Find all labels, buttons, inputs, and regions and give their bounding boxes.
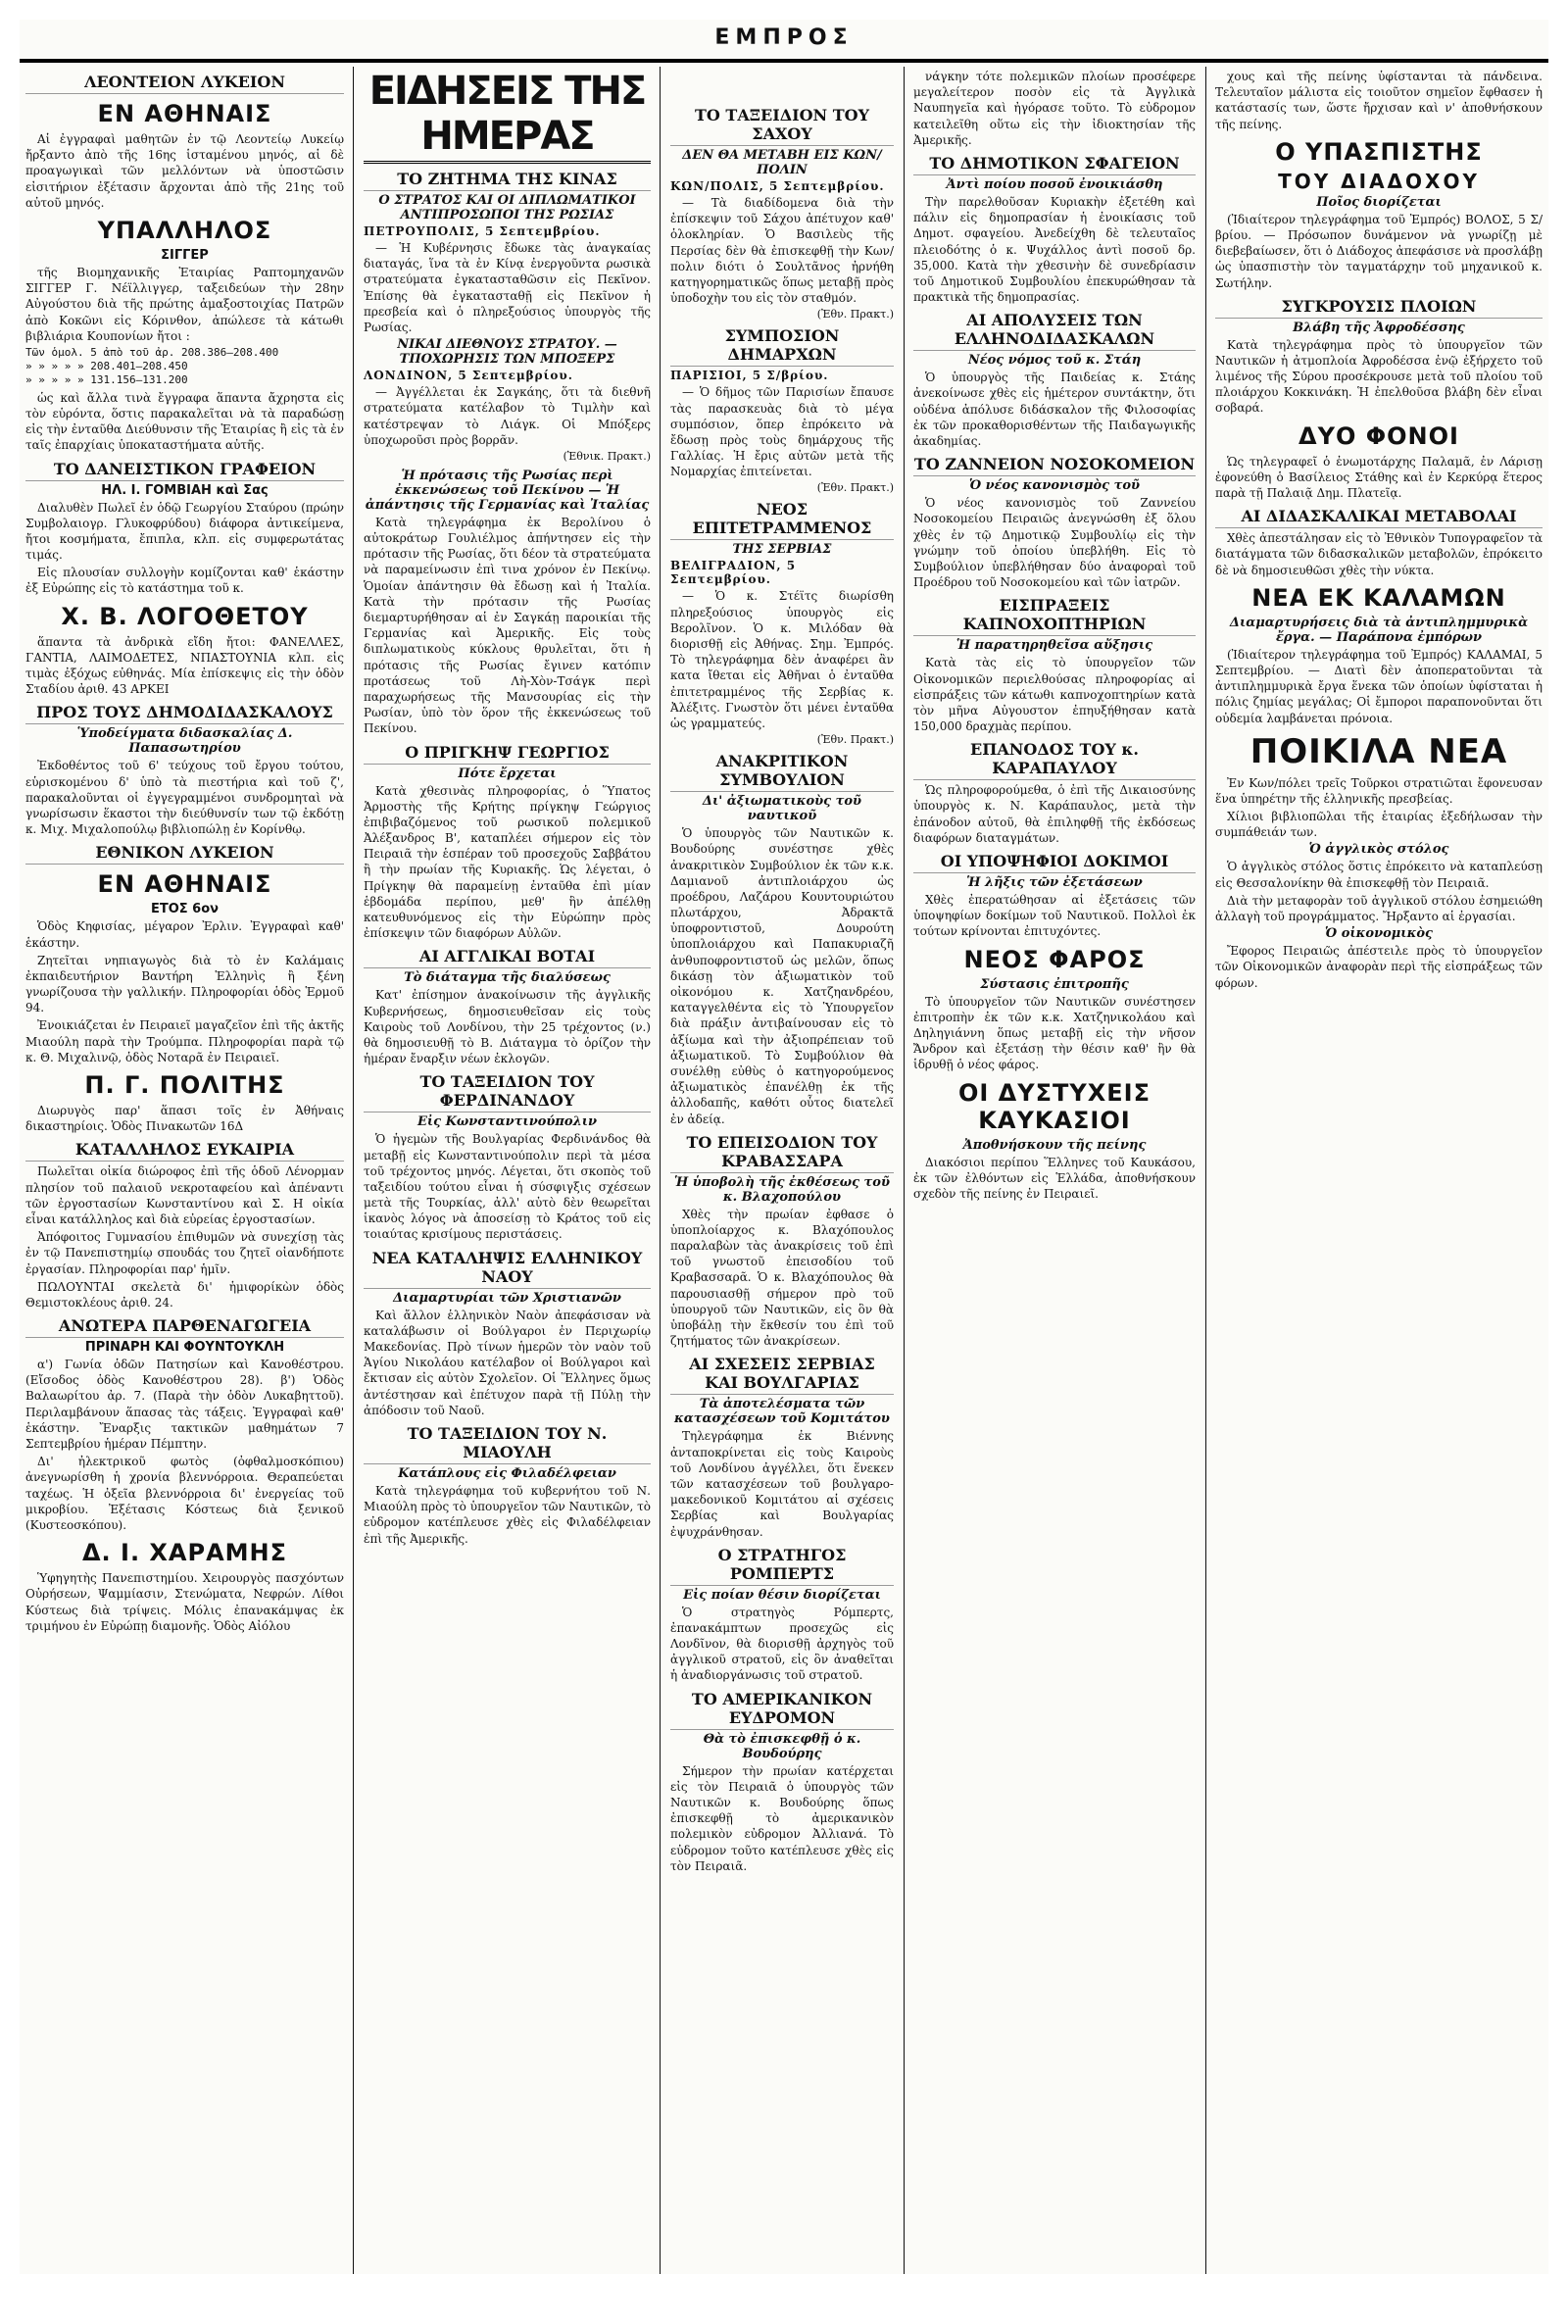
subheading: Διαμαρτυρίαι τῶν Χριστιανῶν	[393, 1290, 621, 1306]
heading: ΤΟ ΔΑΝΕΙΣΤΙΚΟΝ ΓΡΑΦΕΙΟΝ	[25, 460, 344, 481]
subheading: Εἰς Κωνσταντινούπολιν	[416, 1114, 598, 1130]
heading: ΣΥΜΠΟΣΙΟΝ ΔΗΜΑΡΧΩΝ	[670, 326, 894, 367]
heading: Ο ΠΡΙΓΚΗΨ ΓΕΩΡΓΙΟΣ	[364, 743, 651, 765]
paragraph: Ὁ νέος κανονισμὸς τοῦ Ζαννείου Νοσοκομείου Πειραιῶς ἀνεγνώσθη ἐξ ὅλου χθὲς ἐν τῷ Δημοτικῷ Συμβουλίῳ εἰς τὴν γνώμην τοῦ ὁποίου ὑπεβλήθη. Εἰς τὸ Συμβούλιον ὑπεβλήθησαν δύο ἀναφοραὶ τοῦ Προέδρου τοῦ Νοσοκομείου καὶ τῶν ἰατρῶν.	[913, 496, 1196, 590]
subheading: Ἡ λῆξις τῶν ἐξετάσεων	[966, 875, 1143, 890]
source-note: (Ἐθν. Πρακτ.)	[816, 481, 894, 495]
paragraph: — Ἡ Κυβέρνησις ἔδωκε τὰς ἀναγκαίας διαταγάς, ἵνα τὰ ἐν Κίνᾳ ἐνεργοῦντα ρωσικὰ στρατεύματα ἐγκατασταθῶσιν εἰς Πεκῖνον. Ἐπίσης θὰ ἐγκατασταθῇ εἰς Πεκῖνον ἡ πρεσβεία καὶ ὁ πληρεξούσιος ὑπουργὸς τῆς Ρωσίας.	[364, 241, 651, 334]
heading: ΑΝΩΤΕΡΑ ΠΑΡΘΕΝΑΓΩΓΕΙΑ	[25, 1316, 344, 1338]
paragraph: Χθὲς ἀπεστάλησαν εἰς τὸ Ἐθνικὸν Τυπογραφεῖον τὰ διατάγματα τῶν διδασκαλικῶν μεταβολῶν, ἐπρόκειτο δὲ νὰ δημοσιευθῶσι χθὲς τὴν νύκτα.	[1215, 531, 1543, 577]
heading: ΤΟ ΔΗΜΟΤΙΚΟΝ ΣΦΑΓΕΙΟΝ	[913, 154, 1196, 175]
paragraph: Σήμερον τὴν πρωίαν κατέρχεται εἰς τὸν Πειραιᾶ ὁ ὑπουργὸς τῶν Ναυτικῶν κ. Βουδούρης ὅπως ἐπισκεφθῇ τὸ ἀμερικανικὸν πολεμικὸν εὐδρομον Ἀλλιανά. Τὸ εὐδρομον τοῦτο κατέπλευσε χθὲς εἰς τὸν Πειραιᾶ.	[670, 1763, 894, 1873]
heading: Ο ΥΠΑΣΠΙΣΤΗΣ	[1275, 137, 1483, 166]
subheading: ΗΛ. Ι. ΓΟΜΒΙΑΗ καὶ Σας	[101, 482, 269, 498]
paragraph: χους καὶ τῆς πείνης ὑφίστανται τὰ πάνδεινα. Τελευταῖον μάλιστα εἰς τοιοῦτον σημεῖον ἔφθασεν ἡ κατάστασίς των, ὥστε ἤρχισαν καὶ ν' ἀποθνήσκουν τῆς πείνης.	[1215, 70, 1543, 131]
subheading: ΔΕΝ ΘΑ ΜΕΤΑΒΗ ΕΙΣ ΚΩΝ/ΠΟΛΙΝ	[682, 148, 882, 177]
column-rule	[904, 67, 905, 2274]
paragraph: ἅπαντα τὰ ἀνδρικὰ εἴδη ἤτοι: ΦΑΝΕΛΛΕΣ, ΓΑΝΤΙΑ, ΛΑΙΜΟΔΕΤΕΣ, ΝΠΑΣΤΟΥΝΙΑ κλπ. εἰς τιμὰς ἐξόχως εὐθηνάς. Μία ἐπίσκεψις εἰς τὴν ὁδὸν Σταδίου ἀριθ. 43 ΑΡΚΕΙ	[25, 634, 344, 697]
heading: ΣΥΓΚΡΟΥΣΙΣ ΠΛΟΙΩΝ	[1215, 297, 1543, 319]
heading: ΠΟΙΚΙΛΑ ΝΕΑ	[1250, 731, 1508, 771]
paragraph: — Ὁ κ. Στέϊτς διωρίσθη πληρεξούσιος ὑπουργὸς εἰς Βερολῖνον. Ὁ κ. Μιλόδαν θὰ διορισθῇ εἰς Ἀθήνας. Σημ. Ἐμπρός. Τὸ τηλεγράφημα δὲν ἀναφέρει ἂν κατα ἴθεται εἰς Ἀθῆναι ὁ ἐνταῦθα ἐπιτετραμμένος τῆς Σερβίας κ. Ἀλέξιτς. Γνωστὸν ὅτι μένει ἐνταῦθα ὡς γραμματεύς.	[670, 589, 894, 730]
paragraph: Ὁ ἡγεμὼν τῆς Βουλγαρίας Φερδινάνδος θὰ μεταβῇ εἰς Κωνσταντινούπολιν περὶ τὰ μέσα τοῦ τρέχοντος μηνός. Λέγεται, ὅτι σκοπὸς τοῦ ταξειδίου τούτου εἶναι ἡ σύσφιγξις σχέσεων μετὰ τῆς Τουρκίας, ἀλλ' αὐτὸ δὲν θεωρεῖται ἱκανὸς λόγος νὰ ἀποσείσῃ τὸ Κράτος τοῦ εἰς τοιαύτας κρισίμους περιστάσεις.	[364, 1132, 651, 1242]
heading: ΕΙΣΠΡΑΞΕΙΣ ΚΑΠΝΟΧΟΠΤΗΡΙΩΝ	[913, 596, 1196, 636]
paragraph: Διακόσιοι περίπου Ἕλληνες τοῦ Καυκάσου, ἐκ τῶν ἐλθόντων εἰς Ἑλλάδα, ἀποθνήσκουν σχεδὸν τῆς πείνης ἐν Πειραιεῖ.	[913, 1155, 1196, 1201]
column-rule	[1205, 67, 1206, 2274]
paragraph: νάγκην τότε πολεμικῶν πλοίων προσέφερε μεγαλείτερον ποσὸν εἰς τὰ Ἀγγλικὰ Ναυπηγεῖα καὶ ἠγόρασε τοῦτο. Τὸ εὐδρομον κατειλεῖθη οὕτω εἰς τὴν ἰδιοκτησίαν τῆς Ἀμερικῆς.	[913, 70, 1196, 147]
masthead-title: ΕΜΠΡΟΣ	[714, 25, 854, 50]
column-5	[1209, 67, 1548, 2274]
heading: ΝΕΑ ΕΚ ΚΑΛΑΜΩΝ	[1251, 583, 1506, 612]
paragraph: Ὁ στρατηγὸς Ρόμπερτς, ἐπανακάμπτων προσεχῶς εἰς Λονδῖνον, θὰ διορισθῇ ἀρχηγὸς τοῦ ἀγγλικοῦ στρατοῦ, εἰς ὃν ἀναθεῖται ἡ ἀναδιοργάνωσις τοῦ στρατοῦ.	[670, 1605, 894, 1683]
heading: ΝΕΟΣ ΦΑΡΟΣ	[963, 945, 1146, 973]
paragraph: Ὁ ἀγγλικὸς στόλος ὅστις ἐπρόκειτο νὰ καταπλεύσῃ εἰς Θεσσαλονίκην θὰ ἐπισκεφθῇ τὸν Πειραιᾶ.	[1215, 860, 1543, 890]
heading: ΥΠΑΛΛΗΛΟΣ	[97, 216, 272, 244]
subheading: Ἀντὶ ποίου ποσοῦ ἐνοικιάσθη	[946, 176, 1163, 192]
subheading: Ο ΣΤΡΑΤΟΣ ΚΑΙ ΟΙ ΔΙΠΛΩΜΑΤΙΚΟΙ ΑΝΤΙΠΡΟΣΩΠΟΙ ΤΗΣ ΡΩΣΙΑΣ	[378, 193, 636, 223]
dateline: ΛΟΝΔΙΝΟΝ, 5 Σεπτεμβρίου.	[364, 369, 573, 383]
paragraph: Ὡς πληροφορούμεθα, ὁ ἐπὶ τῆς Δικαιοσύνης ὑπουργὸς κ. Ν. Καράπαυλος, μετὰ τὴν ἐπάνοδον αὐτοῦ, θὰ ἐπιληφθῇ τῆς ἐκδόσεως διαφόρων διαταγμάτων.	[913, 783, 1196, 845]
heading: ΕΠΑΝΟΔΟΣ ΤΟΥ κ. ΚΑΡΑΠΑΥΛΟΥ	[913, 740, 1196, 780]
heading: ΤΟ ΕΠΕΙΣΟΔΙΟΝ ΤΟΥ ΚΡΑΒΑΣΣΑΡΑ	[670, 1133, 894, 1173]
column-4	[907, 67, 1201, 2274]
subheading: Σύστασις ἐπιτροπῆς	[980, 976, 1129, 992]
paragraph: Κατ' ἐπίσημον ἀνακοίνωσιν τῆς ἀγγλικῆς Κυβερνήσεως, δημοσιευθεῖσαν εἰς τοὺς Καιροὺς τοῦ Λονδίνου, τὴν 25 τρέχοντος (ν.) θὰ δημοσιευθῇ τὸ Β. Διάταγμα τὸ ὁρίζον τὴν ἡμέραν ἔναρξιν νέων ἐκλογῶν.	[364, 988, 651, 1066]
paragraph: Ἀπόφοιτος Γυμνασίου ἐπιθυμῶν νὰ συνεχίσῃ τὰς ἐν τῷ Πανεπιστημίῳ σπουδάς του ζητεῖ οἰανδήποτε ἐργασίαν. Πληροφορίαι παρ' ἡμῖν.	[25, 1230, 344, 1276]
heading: ΠΡΟΣ ΤΟΥΣ ΔΗΜΟΔΙΔΑΣΚΑΛΟΥΣ	[25, 703, 344, 724]
subheading: Ὁ ἀγγλικὸς στόλος	[1308, 842, 1449, 858]
subheading: Τὸ διάταγμα τῆς διαλύσεως	[404, 970, 611, 986]
subheading: Πότε ἔρχεται	[458, 766, 557, 781]
paragraph: Ὡς τηλεγραφεῖ ὁ ἐνωμοτάρχης Παλαμᾶ, ἐν Λάρισῃ ἐφονεύθη ὁ Βασίλειος Στάθης καὶ ἐν Κερκύρᾳ ἕτερος παρὰ τῇ Παλαιᾷ Δημ. Πλατεῖᾳ.	[1215, 454, 1543, 500]
heading: ΑΙ ΔΙΔΑΣΚΑΛΙΚΑΙ ΜΕΤΑΒΟΛΑΙ	[1215, 507, 1543, 528]
heading: ΤΟ ΖΑΝΝΕΙΟΝ ΝΟΣΟΚΟΜΕΙΟΝ	[913, 455, 1196, 476]
paragraph: Κατὰ τηλεγράφημα πρὸς τὸ ὑπουργεῖον τῶν Ναυτικῶν ἡ ἀτμοπλοία Ἀφροδέσσα ἐνῷ ἐξήρχετο τοῦ λιμένος τῆς Σύρου προσέκρουσε μετὰ τοῦ πλοίου τοῦ πλοιάρχου Κοκκινάκη. Ἡ ἐπελθοῦσα βλάβη δὲν εἶναι σοβαρά.	[1215, 337, 1543, 416]
heading: ΝΕΟΣ ΕΠΙΤΕΤΡΑΜΜΕΝΟΣ	[670, 500, 894, 540]
heading: ΤΟ ΤΑΞΕΙΔΙΟΝ ΤΟΥ ΦΕΡΔΙΝΑΝΔΟΥ	[364, 1072, 651, 1113]
paragraph: Διωρυγὸς παρ' ἅπασι τοῖς ἐν Ἀθήναις δικαστηρίοις. Ὁδὸς Πινακωτῶν 16Δ	[25, 1104, 344, 1134]
paragraph: ὡς καὶ ἄλλα τινὰ ἔγγραφα ἅπαντα ἄχρηστα εἰς τὸν εὑρόντα, ὅστις παρακαλεῖται νὰ τὰ παραδώσῃ εἰς τὴν ἐνταῦθα Διεύθυνσιν τῆς Ἑταιρίας ἢ εἰς τὰ ἐν ταῖς ἐπαρχίαις ὑποκαταστήματα αὐτῆς.	[25, 390, 344, 453]
dateline: ΠΕΤΡΟΥΠΟΛΙΣ, 5 Σεπτεμβρίου.	[364, 224, 601, 238]
paragraph: (Ἰδιαίτερον τηλεγράφημα τοῦ Ἐμπρός) ΒΟΛΟΣ, 5 Σ/βρίου. — Πρόσωπον δυνάμενον νὰ γνωρίζῃ μὲ διεβεβαίωσεν, ὅτι ὁ Διάδοχος ἀπεφάσισε νὰ προσλάβῃ ὡς ὑπασπιστὴν τὸν ταγματάρχην τοῦ μηχανικοῦ κ. Σωτήλην.	[1215, 212, 1543, 290]
paragraph: Αἱ ἐγγραφαὶ μαθητῶν ἐν τῷ Λεοντείῳ Λυκείῳ ἤρξαντο ἀπὸ τῆς 16ης ἱσταμένου μηνός, αἱ δὲ προαγωγικαὶ τῶν μελλόντων νὰ ὑποστῶσιν εἰσιτήριον ἐξέτασιν ἄρχονται ἀπὸ τῆς 21ης τοῦ αὐτοῦ μηνός.	[25, 132, 344, 210]
dateline: ΠΑΡΙΣΙΟΙ, 5 Σ/βρίου.	[670, 369, 829, 383]
subheading: ΝΙΚΑΙ ΔΙΕΘΝΟΥΣ ΣΤΡΑΤΟΥ. — ΤΠΟΧΩΡΗΣΙΣ ΤΩΝ ΜΠΟΞΕΡΣ	[397, 337, 617, 368]
subheading: ΠΡΙΝΑΡΗ ΚΑΙ ΦΟΥΝΤΟΥΚΛΗ	[84, 1340, 285, 1356]
paragraph: Ἐν Κων/πόλει τρεῖς Τοῦρκοι στρατιῶται ἔφονευσαν ἕνα ὑπηρέτην τῆς ἑλληνικῆς πρεσβείας.	[1215, 775, 1543, 806]
subheading: ΕΝ ΑΘΗΝΑΙΣ	[97, 100, 272, 127]
subheading: Ἡ ὑποβολὴ τῆς ἐκθέσεως τοῦ κ. Βλαχοπούλου	[674, 1174, 890, 1205]
paragraph: Καὶ ἄλλον ἑλληνικὸν Ναὸν ἀπεφάσισαν νὰ καταλάβωσιν οἱ Βούλγαροι ἐν Περιχωρίῳ Μακεδονίας. Πρὸ τίνων ἡμερῶν τὸν ναὸν τοῦ Ἁγίου Νικολάου κατέλαβον οἱ Βούλγαροι καὶ ἔκτισαν εἰς αὐτὸν Σχολεῖον. Οἱ Ἕλληνες ὅμως ἀντέστησαν καὶ ἐπέτυχον παρὰ τῇ Πύλῃ τὴν ἀπόδοσιν τοῦ Ναοῦ.	[364, 1308, 651, 1417]
paragraph: ΠΩΛΟΥΝΤΑΙ σκελετὰ δι' ἡμιφορίκὼν ὁδὸς Θεμιστοκλέους ἀριθ. 24.	[25, 1279, 344, 1310]
heading: ΤΟ ΤΑΞΕΙΔΙΟΝ ΤΟΥ ΣΑΧΟΥ	[670, 106, 894, 146]
paragraph: Ἐνοικιάζεται ἐν Πειραιεῖ μαγαζεῖον ἐπὶ τῆς ἀκτῆς Μιαούλη παρὰ τὴν Τρούμπα. Πληροφορίαι παρὰ τῷ κ. Θ. Μιχαλινῷ, ὁδὸς Νοταρᾶ ἐν Πειραιεῖ.	[25, 1018, 344, 1064]
coupon-list: Τῶν ὁμολ. 5 ἀπὸ τοῦ ἀρ. 208.386—208.400 » » » » » 208.401—208.450 » » » » » 131.156—131.200	[25, 345, 279, 387]
subheading: Ὑποδείγματα διδασκαλίας Δ. Παπασωτηρίου	[76, 726, 293, 757]
heading: ΝΕΑ ΚΑΤΑΛΗΨΙΣ ΕΛΛΗΝΙΚΟΥ ΝΑΟΥ	[364, 1249, 651, 1289]
paragraph: Χθὲς ἐπερατώθησαν αἱ ἐξετάσεις τῶν ὑποψηφίων δοκίμων τοῦ Ναυτικοῦ. Πολλοὶ ἐκ τούτων κρίνονται ἐπιτυχόντες.	[913, 893, 1196, 939]
dateline: ΚΩΝ/ΠΟΛΙΣ, 5 Σεπτεμβρίου.	[670, 179, 885, 193]
column-rule	[660, 67, 661, 2274]
subheading: Βλάβη τῆς Ἀφροδέσσης	[1293, 320, 1465, 335]
subheading: ΕΝ ΑΘΗΝΑΙΣ	[97, 870, 272, 899]
heading: ΑΝΑΚΡΙΤΙΚΟΝ ΣΥΜΒΟΥΛΙΟΝ	[670, 752, 894, 792]
paragraph: Κατὰ τηλεγράφημα τοῦ κυβερνήτου τοῦ Ν. Μιαούλη πρὸς τὸ ὑπουργεῖον τῶν Ναυτικῶν, τὸ εὐδρομον κατέπλευσε χθὲς εἰς Φιλαδέλφειαν ἐπὶ τῆς Ἀμερικῆς.	[364, 1483, 651, 1546]
paragraph: τῆς Βιομηχανικῆς Ἑταιρίας Ραπτομηχανῶν ΣΙΓΓΕΡ Γ. Νέϊλλιγγερ, ταξειδεύων τὴν 28ην Αὐγούστου διὰ τῆς πρώτης ἀμαξοστοιχίας Πατρῶν ἀπὸ Κοκῶνι εἰς Κόρινθον, ἀπώλεσε τὰ κάτωθι βιβλιάρια Κουπονίων ἤτοι :	[25, 265, 344, 343]
newspaper-page	[20, 20, 1548, 2274]
heading: Χ. Β. ΛΟΓΟΘΕΤΟΥ	[61, 602, 309, 630]
heading: ΤΟ ΑΜΕΡΙΚΑΝΙΚΟΝ ΕΥΔΡΟΜΟΝ	[670, 1690, 894, 1730]
subheading: Ἡ πρότασις τῆς Ρωσίας περὶ ἐκκενώσεως τοῦ Πεκίνου — Ἡ ἀπάντησις τῆς Γερμανίας καὶ Ἰταλίας	[365, 468, 650, 513]
subheading: Δι' ἀξιωματικοὺς τοῦ ναυτικοῦ	[702, 794, 862, 824]
heading: ΤΟΥ ΔΙΑΔΟΧΟΥ	[1278, 169, 1480, 193]
subheading: Τὰ ἀποτελέσματα τῶν κατασχέσεων τοῦ Κομιτάτου	[674, 1397, 890, 1427]
subheading: Νέος νόμος τοῦ κ. Στάη	[967, 353, 1142, 369]
paragraph: Ἔφορος Πειραιῶς ἀπέστειλε πρὸς τὸ ὑπουργεῖον τῶν Οἰκονομικῶν ἀναφορὰν περὶ τῆς εἰσπράξεως τῶν φόρων.	[1215, 944, 1543, 990]
heading: ΑΙ ΑΠΟΛΥΣΕΙΣ ΤΩΝ ΕΛΛΗΝΟΔΙΔΑΣΚΑΛΩΝ	[913, 311, 1196, 351]
paragraph: Ὑφηγητὴς Πανεπιστημίου. Χειρουργὸς πασχόντων Οὐρήσεων, Ψαμμίασιν, Στενώματα, Νεφρών. Λίθοι Κύστεως διὰ τρίψεις. Μόλις ἐπανακάμψας ἐκ τριμήνου ἐν Εὐρώπῃ διαμονῆς. Ὁδὸς Αἰόλου	[25, 1571, 344, 1633]
subheading: Ἀποθνήσκουν τῆς πείνης	[962, 1137, 1147, 1153]
source-note: (Ἐθν. Πρακτ.)	[816, 308, 894, 321]
paragraph: — Ἀγγέλλεται ἐκ Σαγκάης, ὅτι τὰ διεθνῆ στρατεύματα κατέλαβον τὸ Τιμλὴν καὶ κατέστρεψαν τὸ Λιάγκ. Οἱ Μπόξερς ὑποχωροῦσι πρὸς βορρᾶν.	[364, 385, 651, 447]
paragraph: Τὸ ὑπουργεῖον τῶν Ναυτικῶν συνέστησεν ἐπιτροπὴν ἐκ τῶν κ.κ. Χατζηνικολάου καὶ Δηληγιάννη ὅπως μεταβῇ εἰς τὴν νῆσον Ἄνδρον καὶ ἐξετάσῃ τὴν θέσιν καθ' ἣν θὰ ἱδρυθῇ ὁ νέος φάρος.	[913, 994, 1196, 1072]
paragraph: Τὴν παρελθοῦσαν Κυριακὴν ἐξετέθη καὶ πάλιν εἰς δημοπρασίαν ἡ ἐνοικίασις τοῦ Δημοτ. σφαγείου. Ἀνεδείχθη δὲ τελευταῖος πλειοδότης ὁ κ. Ψυχάλλος ἀντὶ ποσοῦ δρ. 35,000. Κατὰ τὴν χθεσινὴν δὲ συνεδρίασιν τοῦ Δημοτικοῦ Συμβουλίου ἐπεκυρώθησαν τὰ πρακτικὰ τῆς δημοπρασίας.	[913, 194, 1196, 305]
paragraph: Εἰς πλουσίαν συλλογὴν κομίζονται καθ' ἑκάστην ἐξ Εὐρώπης εἰς τὸ κατάστημα τοῦ κ.	[25, 566, 344, 596]
source-note: (Ἐθνικ. Πρακτ.)	[563, 449, 651, 463]
heading: Π. Γ. ΠΟΛΙΤΗΣ	[84, 1071, 285, 1100]
paragraph: Κατὰ χθεσινὰς πληροφορίας, ὁ Ὕπατος Ἁρμοστὴς τῆς Κρήτης πρίγκηψ Γεώργιος ἐπιβιβαζόμενος τοῦ ρωσικοῦ πολεμικοῦ Ἀλέξανδρος Β', καταπλέει σήμερον εἰς τὸν Πειραιᾶ τὴν ἑσπέραν τοῦ προσεχοῦς Σαββάτου ἢ τὴν πρωίαν τῆς Κυριακῆς. Ὡς λέγεται, ὁ Πρίγκηψ θὰ παραμείνῃ ἐνταῦθα ἐπὶ μίαν ἑβδομάδα περίπου, μεθ' ἣν ἀπέλθῃ κατευθυνόμενος εἰς τὴν Εὐρώπην πρὸς ἐπίσκεψιν τῶν διαφόρων Αὐλῶν.	[364, 783, 651, 941]
masthead	[20, 20, 1548, 63]
heading: ΤΟ ΤΑΞΕΙΔΙΟΝ ΤΟΥ Ν. ΜΙΑΟΥΛΗ	[364, 1424, 651, 1464]
paragraph: Δι' ἠλεκτρικοῦ φωτὸς (ὀφθαλμοσκόπιου) ἀνεγνωρίσθη ἡ χρονία βλεννόρροια. Θεραπεύεται ταχέως. Ἡ ὀξεῖα βλεννόρροια δι' ἐνεργείας τοῦ μικροβίου. Ἐξέτασις Κόστεως διὰ ξενικοῦ (Κυστεοσκόπου).	[25, 1455, 344, 1532]
paragraph: Ὁ ὑπουργὸς τῶν Ναυτικῶν κ. Βουδούρης συνέστησε χθὲς ἀνακριτικὸν Συμβούλιον ἐκ τῶν κ.κ. Δαμιανοῦ ἀντιπλοιάρχου ὡς προέδρου, Λαζάρου Κουντουριώτου πλωτάρχου, Ἀδρακτᾶ ὑποφροντιστοῦ, Δουρούτη ὑποπλοιάρχου καὶ Παπακυριαζῆ ἀνθυποφροντιστοῦ ὡς μελῶν, ὅπως δικάσῃ τὸν ἀξιωματικὸν τοῦ οἰκονόμου κ. Χατζηανδρέου, καταγγελθέντα εἰς τὸ Ὑπουργεῖον διὰ πράξιν ἀντιβαίνουσαν εἰς τὸ ἀξίωμα καὶ τὴν ἀξιοπρέπειαν τοῦ ἀξιωματικοῦ. Τὸ Συμβούλιον θὰ συνέλθῃ εὐθὺς ὁ κατηγορούμενος ἀξιωματικὸς ἐπανέλθῃ ἐκ τῆς ἀλλοδαπῆς, καθότι οὗτος διατελεῖ ἐν ἀδείᾳ.	[670, 826, 894, 1126]
paragraph: — Τὰ διαδίδομενα διὰ τὴν ἐπίσκεψιν τοῦ Σάχου ἀπέτυχον καθ' ὁλοκληρίαν. Ὁ Βασιλεὺς τῆς Περσίας δὲν θὰ ἐπισκεφθῇ τὴν Κων/πολιν διότι ὁ Σουλτᾶνος ἠρνήθη κατηγορηματικῶς ὅπως μεταβῇ πρὸς ὑποδοχὴν του εἰς τὸν σταθμόν.	[670, 196, 894, 306]
paragraph: Κατὰ τηλεγράφημα ἐκ Βερολίνου ὁ αὐτοκράτωρ Γουλιέλμος ἀπήντησεν εἰς τὴν πρότασιν τῆς Ρωσίας, ὅτι δέον τὰ στρατεύματα νὰ παραμείνωσιν ἐπὶ τινα χρόνον ἐν Πεκίνῳ. Ὁμοίαν ἀπάντησιν θὰ ἔδωσῃ καὶ ἡ Ἰταλία. Κατὰ τὴν πρότασιν τῆς Ρωσίας διεμαρτυρήθησαν αἱ ἐν Σαγκάῃ παροικίαι τῆς Γερμανίας καὶ Ἀμερικῆς. Εἰς τοὺς διπλωματικοὺς κύκλους θρυλεῖται, ὅτι ἡ πρότασις τῆς Ρωσίας ἔγινεν κατόπιν προτάσεως τοῦ Λὴ-Χὸν-Τσάγκ περὶ παραχωρήσεως τῆς Μανσουρίας εἰς τὴν Ρωσίαν, ὑπὸ τὸν ὅρον τῆς ἐκκενώσεως τοῦ Πεκίνου.	[364, 515, 651, 736]
paragraph: Ζητεῖται νηπιαγωγὸς διὰ τὸ ἐν Καλάμαις ἐκπαιδευτήριον Βαντήρη Ἑλληνὶς ἢ ξένη γνωρίζουσα τὴν γαλλικήν. Πληροφορίαι ὁδὸς Ἑρμοῦ 94.	[25, 953, 344, 1015]
heading: Δ. Ι. ΧΑΡΑΜΗΣ	[81, 1539, 288, 1567]
paragraph: (Ἰδιαίτερον τηλεγράφημα τοῦ Ἐμπρός) ΚΑΛΑΜΑΙ, 5 Σεπτεμβρίου. — Διατὶ δὲν ἀποπερατοῦνται τὰ ἀντιπλημμυρικὰ ἔργα ἕνεκα τῶν ὁποίων ὑφίσταται ἡ πόλις ζημίας μεγάλας; Οἱ ἔμποροι παραπονοῦνται ὅτι οὐδεμία λαμβάνεται πρόνοια.	[1215, 647, 1543, 725]
subheading: ΕΤΟΣ 6ον	[150, 902, 220, 917]
paragraph: Ὁδὸς Κηφισίας, μέγαρον Ἐρλιν. Ἐγγραφαὶ καθ' ἑκάστην.	[25, 919, 344, 950]
paragraph: Διαλυθὲν Πωλεῖ ἐν ὁδῷ Γεωργίου Σταύρου (πρώην Συμβολαιογρ. Γλυκοφρύδου) διάφορα ἀντικείμενα, ἤτοι κοσμήματα, ἔπιπλα, κλπ. εἰς συμφερωτάτας τιμάς.	[25, 500, 344, 563]
dateline: ΒΕΛΙΓΡΑΔΙΟΝ, 5 Σεπτεμβρίου.	[670, 559, 797, 587]
heading: Ο ΣΤΡΑΤΗΓΟΣ ΡΟΜΠΕΡΤΣ	[670, 1546, 894, 1586]
heading: ΔΥΟ ΦΟΝΟΙ	[1298, 421, 1459, 450]
subheading: Ὁ νέος κανονισμὸς τοῦ	[968, 478, 1141, 494]
heading: ΛΕΟΝΤΕΙΟΝ ΛΥΚΕΙΟΝ	[25, 73, 344, 94]
paragraph: α') Γωνία ὁδῶν Πατησίων καὶ Κανοθέστρου. (Εἴσοδος ὁδὸς Κανοθέστρου 28). β') Ὁδὸς Βαλαωρίτου ἀρ. 7. (Παρὰ τὴν ὁδὸν Λυκαβηττοῦ). Περιλαμβάνουν ἅπασας τὰς τάξεις. Ἐγγραφαὶ καθ' ἑκάστην. Ἔναρξις τακτικῶν μαθημάτων 7 Σεπτεμβρίου ἡμέραν Πέμπτην.	[25, 1358, 344, 1452]
heading: ΟΙ ΔΥΣΤΥΧΕΙΣ ΚΑΥΚΑΣΙΟΙ	[957, 1078, 1151, 1134]
subheading: Ποῖος διορίζεται	[1316, 194, 1442, 210]
section-title: ΕΙΔΗΣΕΙΣ ΤΗΣ ΗΜΕΡΑΣ	[364, 69, 651, 164]
column-2	[358, 67, 657, 2274]
column-rule	[353, 67, 354, 2274]
subheading: Ἡ παρατηρηθεῖσα αὔξησις	[956, 638, 1153, 654]
paragraph: Ὁ ὑπουργὸς τῆς Παιδείας κ. Στάης ἀνεκοίνωσε χθὲς εἰς ἡμέτερον συντάκτην, ὅτι οὐδένα ἀπόλυσε διδάσκαλον τῆς Φιλοσοφίας ἐκ τῶν προκαθορισθέντων τῆς Παιδαγωγικῆς ἀκαδημίας.	[913, 371, 1196, 448]
subheading: ΤΗΣ ΣΕΡΒΙΑΣ	[732, 542, 832, 558]
source-note: (Ἐθν. Πρακτ.)	[816, 733, 894, 747]
subheading: Ὁ οἰκονομικὸς	[1325, 926, 1433, 942]
subheading: Διαμαρτυρήσεις διὰ τὰ ἀντιπλημμυρικὰ ἔργα. — Παράπονα ἐμπόρων	[1229, 615, 1529, 645]
heading: ΟΙ ΥΠΟΨΗΦΙΟΙ ΔΟΚΙΜΟΙ	[913, 852, 1196, 873]
column-3	[664, 67, 900, 2274]
heading: ΤΟ ΖΗΤΗΜΑ ΤΗΣ ΚΙΝΑΣ	[364, 170, 651, 191]
subheading: ΣΙΓΓΕΡ	[161, 247, 209, 263]
paragraph: Διὰ τὴν μεταφορὰν τοῦ ἀγγλικοῦ στόλου ἐσημειώθη ἀλλαγὴ τοῦ προγράμματος. Ἤρξαντο αἱ ἐργασίαι.	[1215, 893, 1543, 923]
subheading: Κατάπλους εἰς Φιλαδέλφειαν	[398, 1465, 616, 1481]
subheading: Εἰς ποίαν θέσιν διορίζεται	[683, 1587, 881, 1603]
heading: ΑΙ ΑΓΓΛΙΚΑΙ ΒΟΤΑΙ	[364, 947, 651, 968]
paragraph: Χθὲς τὴν πρωίαν ἐφθασε ὁ ὑποπλοίαρχος κ. Βλαχόπουλος παραλαβὼν τὰς ἀνακρίσεις τοῦ ἐπὶ τοῦ γνωστοῦ ἐπεισοδίου τοῦ Κραβασσαρᾶ. Ὁ κ. Βλαχόπουλος θὰ παρουσιασθῇ σήμερον πρὸ τοῦ ὑπουργοῦ τῶν Ναυτικῶν, εἰς ὃν θὰ ὑποβάλῃ τὴν ἔκθεσίν του ἐπὶ τοῦ ζητήματος τῶν ἀνακρίσεων.	[670, 1207, 894, 1349]
paragraph: Χίλιοι βιβλιοπῶλαι τῆς ἑταιρίας ἐξεδήλωσαν τὴν συμπάθειάν των.	[1215, 810, 1543, 840]
paragraph: Τηλεγράφημα ἐκ Βιέννης ἀνταποκρίνεται εἰς τοὺς Καιροὺς τοῦ Λονδίνου ἀγγέλλει, ὅτι ἕνεκεν τῶν κατασχέσεων τοῦ βουλγαρο-μακεδονικοῦ Κομιτάτου αἱ σχέσεις Σερβίας καὶ Βουλγαρίας ἐψυχράνθησαν.	[670, 1429, 894, 1539]
heading: ΕΘΝΙΚΟΝ ΛΥΚΕΙΟΝ	[25, 843, 344, 865]
paragraph: Ἐκδοθέντος τοῦ 6' τεύχους τοῦ ἔργου τούτου, εὑρισκομένου δ' ὑπὸ τὰ πιεστήρια καὶ τοῦ ζ', παρακαλοῦνται οἱ ἐγγεγραμμένοι συνδρομηταὶ νὰ γνωρίσωσιν ἕκαστοι τὴν διεύθυνσίν των τῷ ἐκδότῃ κ. Μιχ. Μιχαλοπούλῳ βιβλιοπώλῃ ἐν Κορίνθῳ.	[25, 759, 344, 837]
column-1	[20, 67, 350, 2274]
heading: ΚΑΤΑΛΛΗΛΟΣ ΕΥΚΑΙΡΙΑ	[25, 1140, 344, 1162]
paragraph: — Ὁ δῆμος τῶν Παρισίων ἔπαυσε τὰς παρασκευὰς διὰ τὸ μέγα συμπόσιον, ὅπερ ἐπρόκειτο νὰ ἔδωσῃ πρὸς τοὺς δημάρχους τῆς Γαλλίας. Ἡ ἔρις αὐτῶν μετὰ τῆς Νομαρχίας ἐπιτείνεται.	[670, 385, 894, 479]
paragraph: Κατὰ τὰς εἰς τὸ ὑπουργεῖον τῶν Οἰκονομικῶν περιελθούσας πληροφορίας αἱ εἰσπράξεις τῶν κάτωθι καπνοχοπτηρίων κατὰ τὸν μῆνα Αὐγουστον ἐπηυξήθησαν κατὰ 150,000 δραχμὰς περίπου.	[913, 656, 1196, 734]
heading: ΑΙ ΣΧΕΣΕΙΣ ΣΕΡΒΙΑΣ ΚΑΙ ΒΟΥΛΓΑΡΙΑΣ	[670, 1355, 894, 1395]
subheading: Θὰ τὸ ἐπισκεφθῇ ὁ κ. Βουδούρης	[703, 1731, 861, 1761]
paragraph: Πωλεῖται οἰκία διώροφος ἐπὶ τῆς ὁδοῦ Λένορμαν πλησίον τοῦ παλαιοῦ νεκροταφείου καὶ ἀπέναντι τῶν ἐργοστασίων Κωνσταντίνου καὶ Σ. Η οἰκία εἶναι κατάλληλος καὶ διὰ εὐρείας ἐργοστασίων.	[25, 1164, 344, 1226]
